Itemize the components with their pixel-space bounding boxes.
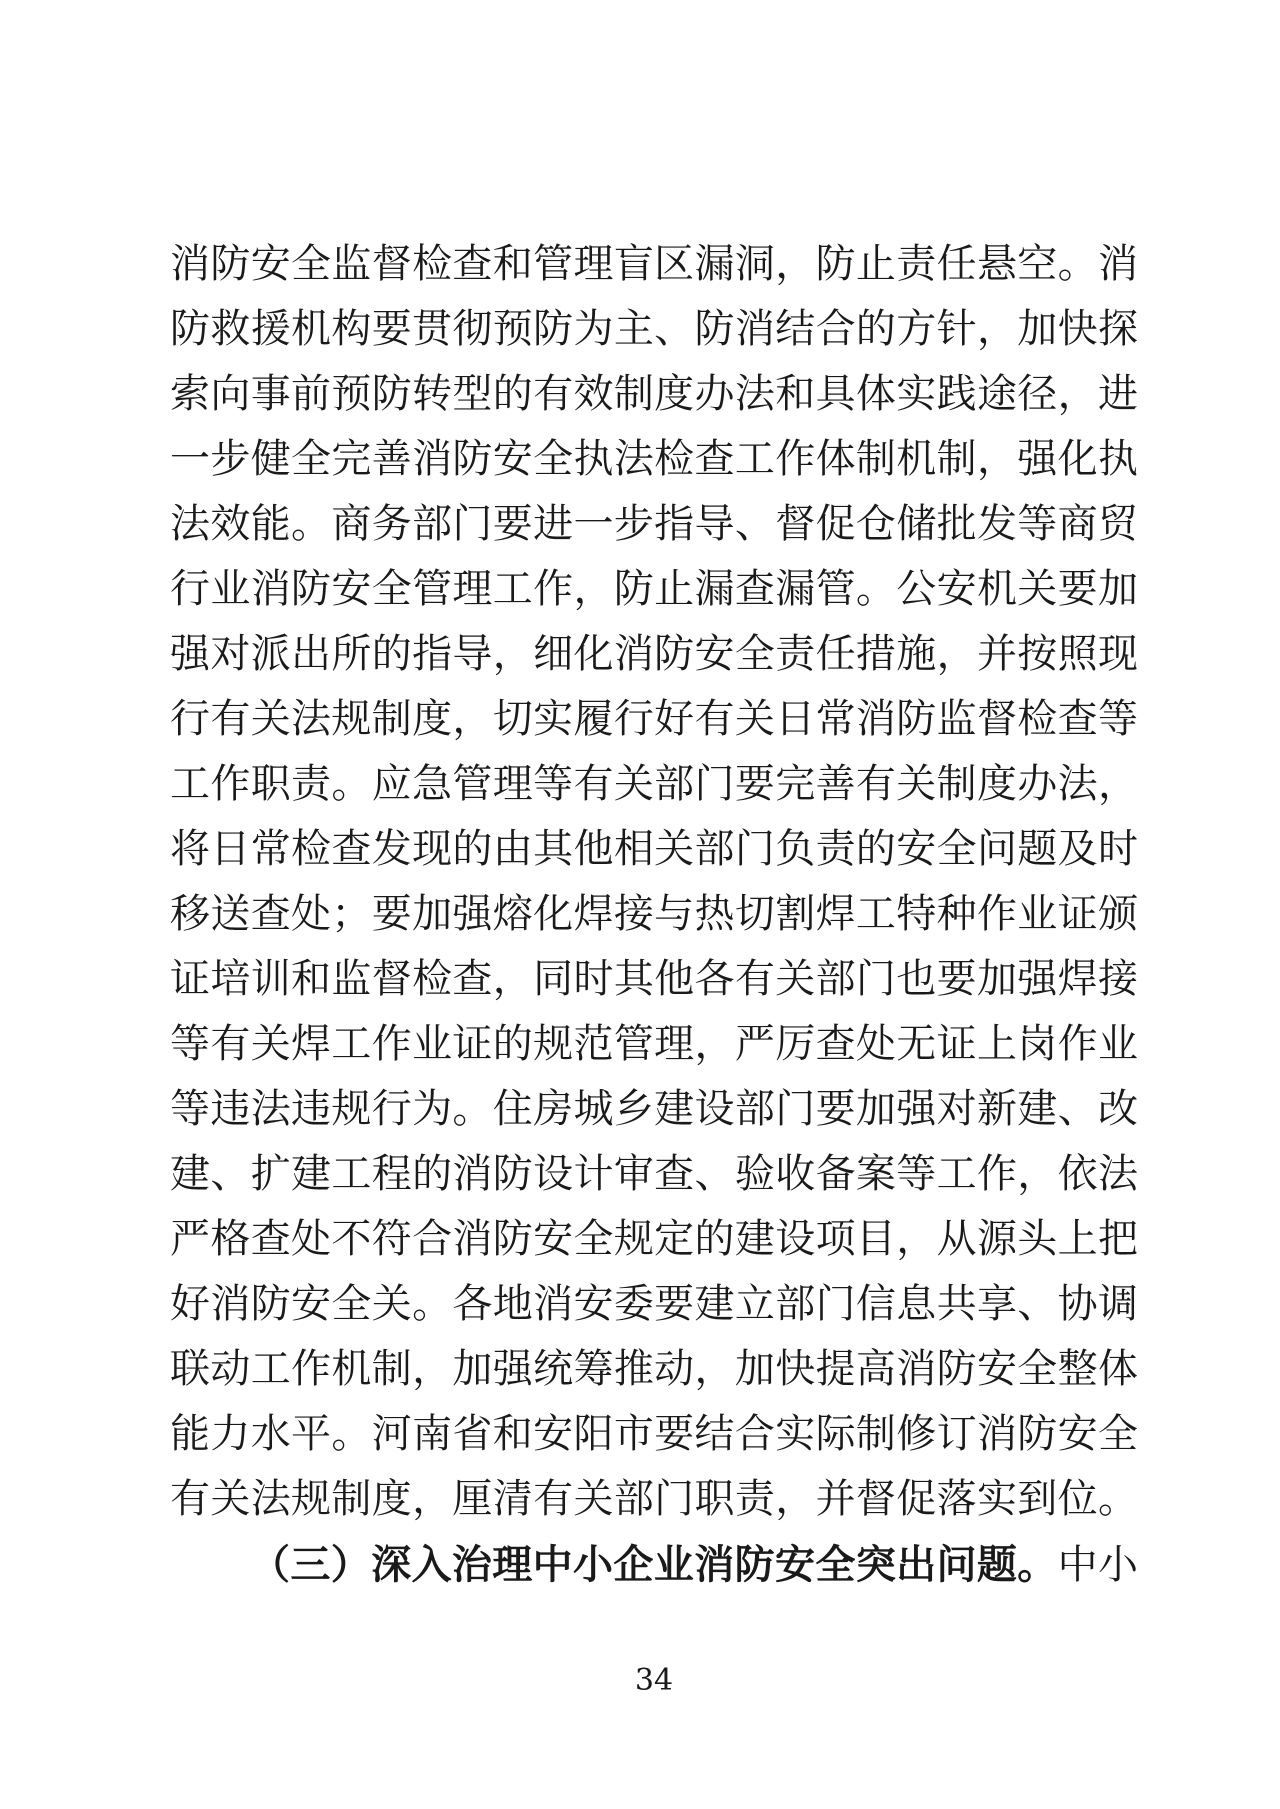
text-line: 将日常检查发现的由其他相关部门负责的安全问题及时 [170, 826, 1138, 872]
text-line: 一步健全完善消防安全执法检查工作体制机制，强化执 [170, 436, 1138, 482]
section-heading-continuation: 中小 [1057, 1542, 1138, 1588]
text-line: 联动工作机制，加强统筹推动，加快提高消防安全整体 [170, 1346, 1138, 1392]
text-line: 有关法规制度，厘清有关部门职责，并督促落实到位。 [170, 1476, 1138, 1522]
text-line: 等有关焊工作业证的规范管理，严厉查处无证上岗作业 [170, 1021, 1138, 1067]
text-line: 行有关法规制度，切实履行好有关日常消防监督检查等 [170, 696, 1138, 742]
text-line: 移送查处；要加强熔化焊接与热切割焊工特种作业证颁 [170, 891, 1138, 937]
text-line: 好消防安全关。各地消安委要建立部门信息共享、协调 [170, 1281, 1138, 1327]
text-line: 能力水平。河南省和安阳市要结合实际制修订消防安全 [170, 1411, 1138, 1457]
text-line: 证培训和监督检查，同时其他各有关部门也要加强焊接 [170, 956, 1138, 1002]
text-line: 防救援机构要贯彻预防为主、防消结合的方针，加快探 [170, 306, 1138, 352]
text-line: 工作职责。应急管理等有关部门要完善有关制度办法， [170, 761, 1138, 807]
text-line: 法效能。商务部门要进一步指导、督促仓储批发等商贸 [170, 501, 1138, 547]
text-line: 消防安全监督检查和管理盲区漏洞，防止责任悬空。消 [170, 241, 1138, 287]
section-heading-line [170, 1532, 1138, 1597]
body-text [170, 232, 1138, 1597]
text-line: 强对派出所的指导，细化消防安全责任措施，并按照现 [170, 631, 1138, 677]
section-heading-title: （三）深入治理中小企业消防安全突出问题。 [250, 1541, 1058, 1588]
text-line: 等违法违规行为。住房城乡建设部门要加强对新建、改 [170, 1086, 1138, 1132]
text-line: 索向事前预防转型的有效制度办法和具体实践途径，进 [170, 371, 1138, 417]
text-line: 建、扩建工程的消防设计审查、验收备案等工作，依法 [170, 1151, 1138, 1197]
text-line: 行业消防安全管理工作，防止漏查漏管。公安机关要加 [170, 566, 1138, 612]
paragraph-lines [170, 232, 1138, 1532]
text-line: 严格查处不符合消防安全规定的建设项目，从源头上把 [170, 1216, 1138, 1262]
page-number: 34 [634, 1663, 674, 1698]
